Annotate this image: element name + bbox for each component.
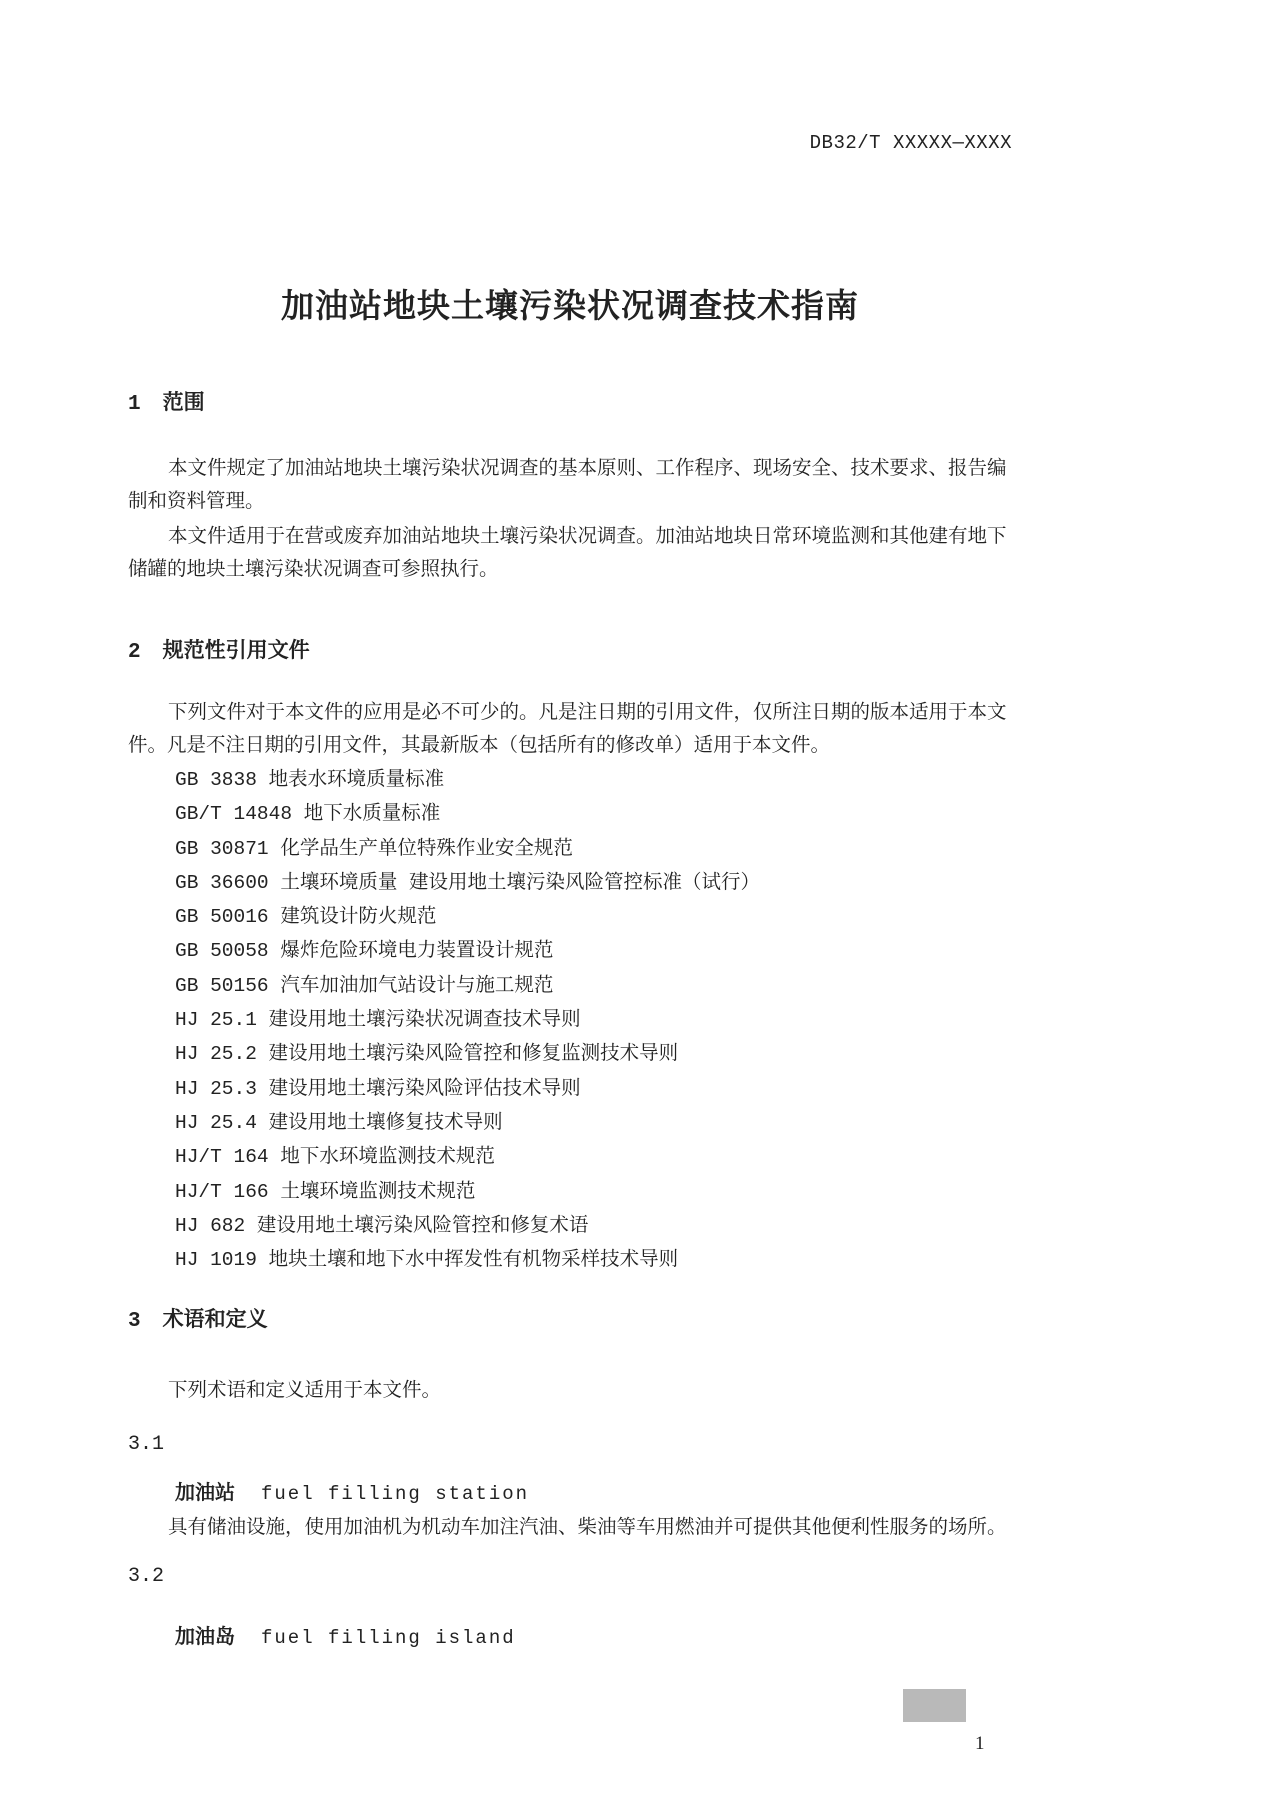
term-entry-title bbox=[175, 1476, 529, 1505]
references-intro bbox=[128, 696, 1058, 762]
section-2-heading bbox=[128, 634, 310, 664]
section-2-number: 2 bbox=[128, 641, 141, 664]
reference-item: GB 30871 化学品生产单位特殊作业安全规范 bbox=[175, 837, 573, 860]
term-en: fuel filling island bbox=[261, 1627, 516, 1649]
paragraph-line: 本文件规定了加油站地块土壤污染状况调查的基本原则、工作程序、现场安全、技术要求、报告编 bbox=[168, 458, 1007, 479]
paragraph-line: 件。凡是不注日期的引用文件，其最新版本（包括所有的修改单）适用于本文件。 bbox=[128, 735, 831, 756]
reference-item: HJ 25.1 建设用地土壤污染状况调查技术导则 bbox=[175, 1009, 581, 1032]
paragraph-line: 储罐的地块土壤污染状况调查可参照执行。 bbox=[128, 559, 499, 580]
reference-item: HJ/T 166 土壤环境监测技术规范 bbox=[175, 1180, 476, 1203]
section-3-heading bbox=[128, 1303, 268, 1333]
term-zh: 加油站 bbox=[175, 1482, 235, 1504]
paragraph-line: 下列术语和定义适用于本文件。 bbox=[168, 1380, 442, 1401]
term-en: fuel filling station bbox=[261, 1483, 530, 1505]
reference-item: HJ 1019 地块土壤和地下水中挥发性有机物采样技术导则 bbox=[175, 1249, 679, 1272]
document-title: 加油站地块土壤污染状况调查技术指南 bbox=[281, 287, 859, 324]
paragraph-line: 下列文件对于本文件的应用是必不可少的。凡是注日期的引用文件，仅所注日期的版本适用于本文 bbox=[168, 702, 1007, 723]
term-entry-title bbox=[175, 1620, 516, 1649]
paragraph-line: 本文件适用于在营或废弃加油站地块土壤污染状况调查。加油站地块日常环境监测和其他建有地下 bbox=[168, 526, 1007, 547]
reference-item: GB 50156 汽车加油加气站设计与施工规范 bbox=[175, 974, 554, 997]
reference-item: HJ 25.2 建设用地土壤污染风险管控和修复监测技术导则 bbox=[175, 1043, 679, 1066]
reference-item: HJ 25.4 建设用地土壤修复技术导则 bbox=[175, 1111, 503, 1134]
reference-item: GB 50058 爆炸危险环境电力装置设计规范 bbox=[175, 940, 554, 963]
section-2-label: 规范性引用文件 bbox=[162, 639, 310, 662]
terms-intro bbox=[128, 1374, 1058, 1407]
section-1-number: 1 bbox=[128, 393, 141, 416]
reference-item: GB 50016 建筑设计防火规范 bbox=[175, 906, 437, 929]
term-entry-number: 3.2 bbox=[128, 1565, 165, 1588]
reference-item: HJ/T 164 地下水环境监测技术规范 bbox=[175, 1146, 495, 1169]
paragraph-line: 制和资料管理。 bbox=[128, 491, 265, 512]
term-zh: 加油岛 bbox=[175, 1626, 235, 1648]
reference-item: GB 3838 地表水环境质量标准 bbox=[175, 769, 445, 791]
section-1-heading bbox=[128, 386, 205, 416]
section-3-label: 术语和定义 bbox=[162, 1308, 268, 1331]
page-number: 1 bbox=[975, 1733, 985, 1754]
references-list bbox=[175, 763, 1075, 1277]
section-3-number: 3 bbox=[128, 1310, 141, 1333]
reference-item: GB/T 14848 地下水质量标准 bbox=[175, 803, 441, 826]
scope-paragraph-2 bbox=[128, 520, 1058, 586]
section-1-label: 范围 bbox=[162, 391, 205, 414]
term-definition: 具有储油设施，使用加油机为机动车加注汽油、柴油等车用燃油并可提供其他便利性服务的场所。 bbox=[168, 1517, 1007, 1538]
scope-paragraph-1 bbox=[128, 452, 1058, 518]
reference-item: HJ 25.3 建设用地土壤污染风险评估技术导则 bbox=[175, 1077, 581, 1100]
term-entry-number: 3.1 bbox=[128, 1433, 165, 1456]
reference-item: HJ 682 建设用地土壤污染风险管控和修复术语 bbox=[175, 1214, 589, 1237]
doc-code: DB32/T XXXXX—XXXX bbox=[809, 132, 1012, 154]
footer-highlight-box bbox=[903, 1689, 966, 1722]
reference-item: GB 36600 土壤环境质量 建设用地土壤污染风险管控标准（试行） bbox=[175, 871, 761, 894]
